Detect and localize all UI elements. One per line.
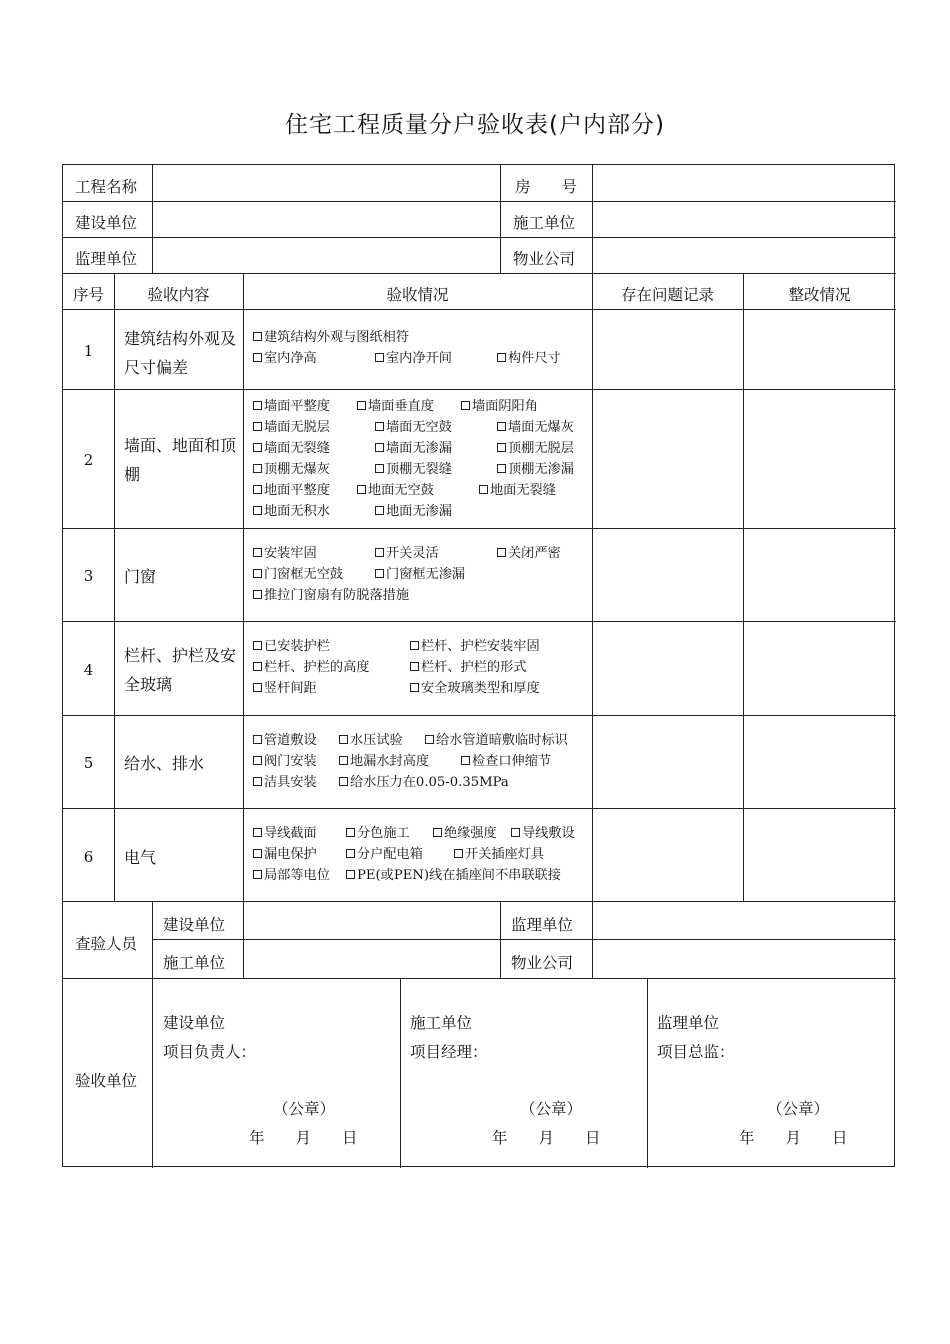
checkbox-icon <box>357 401 366 410</box>
checkbox-icon <box>375 422 384 431</box>
checkbox-option[interactable]: 给水管道暗敷临时标识 <box>425 731 568 752</box>
checkbox-option[interactable]: 构件尺寸 <box>497 349 561 370</box>
project-name-field[interactable] <box>153 166 499 200</box>
contractor-seal-label: （公章） <box>520 1100 583 1118</box>
checkbox-icon <box>253 422 262 431</box>
checkbox-option[interactable]: 洁具安装 <box>253 773 317 794</box>
contractor-field[interactable] <box>593 202 893 236</box>
inspectors-label: 查验人员 <box>75 935 138 953</box>
checkbox-icon <box>375 506 384 515</box>
row-1-number: 1 <box>83 342 94 360</box>
checkbox-icon <box>497 443 506 452</box>
checkbox-icon <box>454 849 463 858</box>
checkbox-icon <box>339 735 348 744</box>
checkbox-option[interactable]: 安装牢固 <box>253 544 317 565</box>
checkbox-option[interactable]: 阀门安装 <box>253 752 317 773</box>
checkbox-option[interactable]: 地漏水封高度 <box>339 752 429 773</box>
col-issues-header: 存在问题记录 <box>620 286 714 304</box>
checkbox-option[interactable]: 顶棚无裂缝 <box>375 460 452 481</box>
checkbox-icon <box>339 777 348 786</box>
checkbox-icon <box>346 849 355 858</box>
checkbox-icon <box>375 443 384 452</box>
row-2-content: 墙面、地面和顶棚 <box>124 436 237 484</box>
checkbox-icon <box>253 641 262 650</box>
checkbox-option[interactable]: 墙面无渗漏 <box>375 439 452 460</box>
checkbox-option[interactable]: 栏杆、护栏的形式 <box>410 658 527 679</box>
inspector-contractor-field[interactable] <box>244 940 499 977</box>
inspector-builder-field[interactable] <box>244 902 499 938</box>
checkbox-option[interactable]: 门窗框无空鼓 <box>253 565 343 586</box>
checkbox-icon <box>253 443 262 452</box>
checkbox-option[interactable]: 墙面无裂缝 <box>253 439 330 460</box>
col-rectify-header: 整改情况 <box>788 286 851 304</box>
checkbox-icon <box>410 683 419 692</box>
checkbox-option[interactable]: 墙面无空鼓 <box>375 418 452 439</box>
checkbox-icon <box>511 828 520 837</box>
room-number-label: 房 号 <box>515 178 578 196</box>
supervisor-director-label: 项目总监： <box>657 1043 735 1061</box>
checkbox-icon <box>253 828 262 837</box>
col-content-header: 验收内容 <box>147 286 210 304</box>
builder-leader-label: 项目负责人： <box>163 1043 257 1061</box>
checkbox-option[interactable]: 漏电保护 <box>253 845 317 866</box>
checkbox-option[interactable]: 室内净高 <box>253 349 317 370</box>
checkbox-option[interactable]: 墙面无脱层 <box>253 418 330 439</box>
supervisor-signature-block <box>648 979 894 1167</box>
checkbox-option[interactable]: 地面平整度 <box>253 481 330 502</box>
checkbox-option[interactable]: PE(或PEN)线在插座间不串联联接 <box>346 866 561 887</box>
checkbox-icon <box>497 548 506 557</box>
checkbox-option[interactable]: 已安装护栏 <box>253 637 330 658</box>
checkbox-option[interactable]: 顶棚无爆灰 <box>253 460 330 481</box>
checkbox-icon <box>339 756 348 765</box>
contractor-date-label: 年 月 日 <box>492 1129 601 1147</box>
checkbox-icon <box>253 464 262 473</box>
checkbox-icon <box>425 735 434 744</box>
checkbox-option[interactable]: 推拉门窗扇有防脱落措施 <box>253 586 409 607</box>
row-3-content: 门窗 <box>124 567 157 586</box>
row-2-number: 2 <box>83 451 94 469</box>
checkbox-option[interactable]: 墙面垂直度 <box>357 397 434 418</box>
contractor-unit-label: 施工单位 <box>410 1014 473 1032</box>
builder-field[interactable] <box>153 202 499 236</box>
checkbox-option[interactable]: 局部等电位 <box>253 866 330 887</box>
checkbox-icon <box>253 506 262 515</box>
supervisor-label: 监理单位 <box>75 250 138 268</box>
checkbox-icon <box>497 464 506 473</box>
row-4-content: 栏杆、护栏及安全玻璃 <box>124 646 237 694</box>
inspector-property-label: 物业公司 <box>511 954 574 972</box>
row-3-number: 3 <box>83 567 94 585</box>
checkbox-option[interactable]: 墙面阴阳角 <box>461 397 538 418</box>
row-5-content: 给水、排水 <box>124 754 205 773</box>
checkbox-option[interactable]: 分色施工 <box>346 824 410 845</box>
checkbox-option[interactable]: 顶棚无脱层 <box>497 439 574 460</box>
checkbox-option[interactable]: 关闭严密 <box>497 544 561 565</box>
checkbox-option[interactable]: 给水压力在0.05-0.35MPa <box>339 773 509 794</box>
checkbox-icon <box>357 485 366 494</box>
contractor-manager-label: 项目经理： <box>410 1043 488 1061</box>
checkbox-option[interactable]: 墙面平整度 <box>253 397 330 418</box>
checkbox-icon <box>253 662 262 671</box>
builder-label: 建设单位 <box>75 214 138 232</box>
checkbox-option[interactable]: 地面无裂缝 <box>479 481 556 502</box>
checkbox-option[interactable]: 门窗框无渗漏 <box>375 565 465 586</box>
property-company-field[interactable] <box>593 238 893 272</box>
supervisor-unit-label: 监理单位 <box>657 1014 720 1032</box>
checkbox-icon <box>253 332 262 341</box>
contractor-label: 施工单位 <box>513 214 576 232</box>
checkbox-option[interactable]: 栏杆、护栏的高度 <box>253 658 370 679</box>
checkbox-option[interactable]: 顶棚无渗漏 <box>497 460 574 481</box>
checkbox-icon <box>497 422 506 431</box>
checkbox-option[interactable]: 安全玻璃类型和厚度 <box>410 679 540 700</box>
checkbox-icon <box>253 849 262 858</box>
row-4-number: 4 <box>83 661 94 679</box>
checkbox-option[interactable]: 建筑结构外观与图纸相符 <box>253 328 409 349</box>
checkbox-option[interactable]: 导线截面 <box>253 824 317 845</box>
checkbox-icon <box>346 870 355 879</box>
checkbox-option[interactable]: 竖杆间距 <box>253 679 317 700</box>
checkbox-icon <box>375 353 384 362</box>
checkbox-icon <box>253 590 262 599</box>
builder-unit-label: 建设单位 <box>163 1014 226 1032</box>
checkbox-option[interactable]: 开关灵活 <box>375 544 439 565</box>
contractor-signature-block <box>401 979 646 1167</box>
checkbox-option[interactable]: 栏杆、护栏安装牢固 <box>410 637 540 658</box>
checkbox-icon <box>253 735 262 744</box>
checkbox-icon <box>410 662 419 671</box>
checkbox-option[interactable]: 检查口伸缩节 <box>461 752 551 773</box>
supervisor-date-label: 年 月 日 <box>739 1129 848 1147</box>
inspector-builder-label: 建设单位 <box>163 916 226 934</box>
checkbox-icon <box>375 464 384 473</box>
checkbox-option[interactable]: 地面无积水 <box>253 502 330 523</box>
supervisor-field[interactable] <box>153 238 499 272</box>
room-number-field[interactable] <box>593 166 893 200</box>
checkbox-icon <box>253 485 262 494</box>
checkbox-icon <box>479 485 488 494</box>
row-5-number: 5 <box>83 754 94 772</box>
supervisor-seal-label: （公章） <box>767 1100 830 1118</box>
checkbox-icon <box>253 777 262 786</box>
col-seq-header: 序号 <box>72 286 104 304</box>
inspector-contractor-label: 施工单位 <box>163 954 226 972</box>
checkbox-option[interactable]: 管道敷设 <box>253 731 317 752</box>
project-name-label: 工程名称 <box>75 178 138 196</box>
row-6-number: 6 <box>83 848 94 866</box>
inspector-property-field[interactable] <box>593 940 893 977</box>
col-status-header: 验收情况 <box>386 286 449 304</box>
builder-date-label: 年 月 日 <box>249 1129 358 1147</box>
checkbox-icon <box>410 641 419 650</box>
checkbox-icon <box>253 756 262 765</box>
checkbox-option[interactable]: 导线敷设 <box>511 824 575 845</box>
form-title: 住宅工程质量分户验收表(户内部分) <box>285 112 665 138</box>
checkbox-icon <box>253 569 262 578</box>
checkbox-option[interactable]: 开关插座灯具 <box>454 845 544 866</box>
builder-signature-block <box>153 979 399 1167</box>
acceptance-form <box>62 164 895 1167</box>
checkbox-icon <box>375 548 384 557</box>
checkbox-icon <box>461 401 470 410</box>
checkbox-option[interactable]: 墙面无爆灰 <box>497 418 574 439</box>
inspector-supervisor-field[interactable] <box>593 902 893 938</box>
checkbox-icon <box>253 401 262 410</box>
checkbox-icon <box>253 683 262 692</box>
checkbox-icon <box>346 828 355 837</box>
checkbox-option[interactable]: 水压试验 <box>339 731 403 752</box>
checkbox-option[interactable]: 地面无空鼓 <box>357 481 434 502</box>
checkbox-icon <box>375 569 384 578</box>
row-1-content: 建筑结构外观及尺寸偏差 <box>124 329 237 377</box>
inspector-supervisor-label: 监理单位 <box>511 916 574 934</box>
checkbox-option[interactable]: 分户配电箱 <box>346 845 423 866</box>
checkbox-option[interactable]: 绝缘强度 <box>433 824 497 845</box>
checkbox-icon <box>253 548 262 557</box>
checkbox-option[interactable]: 室内净开间 <box>375 349 452 370</box>
builder-seal-label: （公章） <box>273 1100 336 1118</box>
checkbox-icon <box>433 828 442 837</box>
property-company-label: 物业公司 <box>513 250 576 268</box>
checkbox-icon <box>461 756 470 765</box>
acceptance-units-label: 验收单位 <box>75 1072 138 1090</box>
row-6-content: 电气 <box>124 848 157 867</box>
checkbox-icon <box>253 353 262 362</box>
checkbox-icon <box>497 353 506 362</box>
checkbox-icon <box>253 870 262 879</box>
checkbox-option[interactable]: 地面无渗漏 <box>375 502 452 523</box>
